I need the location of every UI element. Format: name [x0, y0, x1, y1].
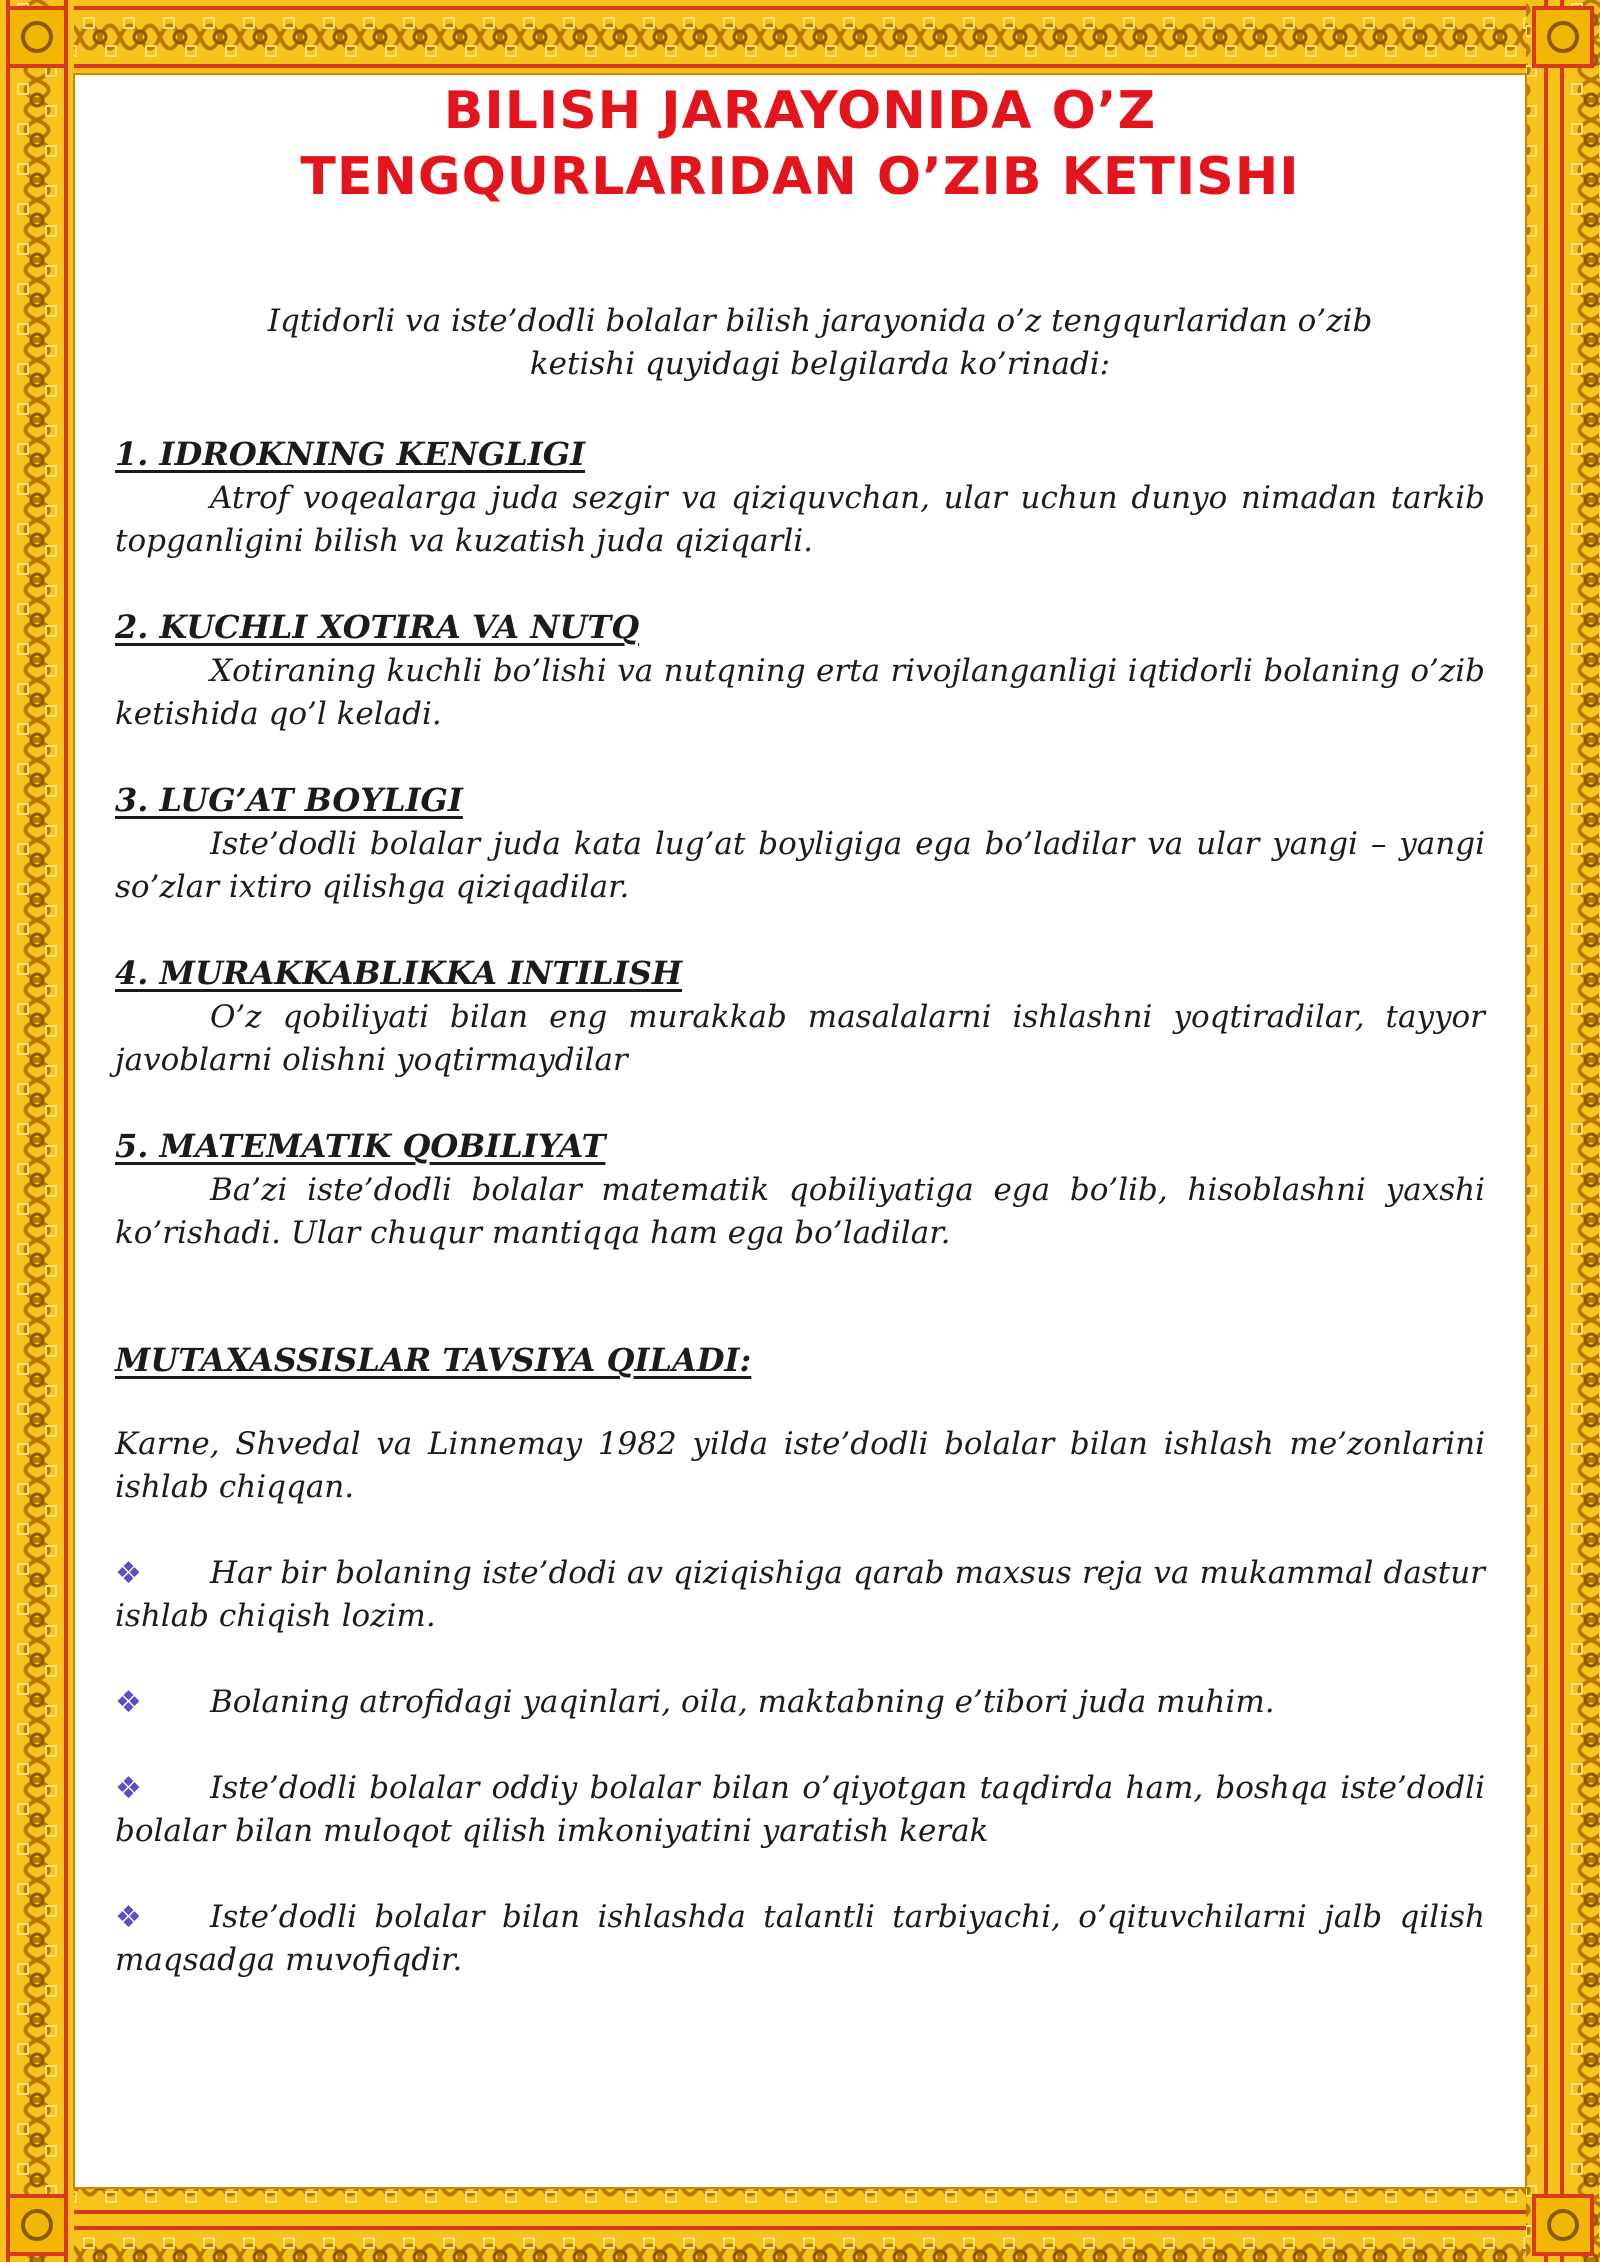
- recommendation-item: [115, 1681, 1485, 1724]
- diamond-bullet-icon: ❖: [115, 1685, 142, 1720]
- section-murakkablik: [115, 952, 1485, 1082]
- section-text: Iste’dodli bolalar juda kata lug’at boyligiga ega bo’ladilar va ular yangi – yangi so’zlar ixtiro qilishga qiziqadilar.: [115, 826, 1485, 905]
- main-content: [115, 300, 1485, 2025]
- section-text: O’z qobiliyati bilan eng murakkab masalalarni ishlashni yoqtiradilar, tayyor javoblarni olishni yoqtirmaydilar: [115, 999, 1485, 1078]
- page-title: [140, 78, 1460, 210]
- title-line-2: TENGQURLARIDAN O’ZIB KETISHI: [300, 147, 1300, 207]
- intro-paragraph: Iqtidorli va iste’dodli bolalar bilish jarayonida o’z tengqurlaridan o’zib ketishi quyidagi belgilarda ko’rinadi:: [267, 303, 1373, 382]
- section-text: Ba’zi iste’dodli bolalar matematik qobiliyatiga ega bo’lib, hisoblashni yaxshi ko’rishadi. Ular chuqur mantiqqa ham ega bo’ladilar.: [115, 1172, 1485, 1251]
- recommendation-text: Bolaning atrofidagi yaqinlari, oila, maktabning e’tibori juda muhim.: [210, 1684, 1275, 1720]
- recommendation-item: [115, 1552, 1485, 1638]
- section-matematik: [115, 1125, 1485, 1255]
- border-left: [0, 0, 74, 2262]
- diamond-bullet-icon: ❖: [115, 1556, 142, 1591]
- section-xotira: [115, 606, 1485, 736]
- recommendations-heading: MUTAXASSISLAR TAVSIYA QILADI:: [115, 1341, 752, 1379]
- section-lugat: [115, 779, 1485, 909]
- recommendation-text: Iste’dodli bolalar oddiy bolalar bilan o’qiyotgan taqdirda ham, boshqa iste’dodli bolalar bilan muloqot qilish imkoniyatini yaratish kerak: [115, 1770, 1485, 1849]
- border-top: [0, 0, 1600, 74]
- border-bottom: [0, 2188, 1600, 2262]
- section-heading: 4. MURAKKABLIKKA INTILISH: [115, 954, 683, 992]
- recommendation-text: Iste’dodli bolalar bilan ishlashda talantli tarbiyachi, o’qituvchilarni jalb qilish maqsadga muvofiqdir.: [115, 1899, 1485, 1978]
- title-line-1: BILISH JARAYONIDA O’Z: [443, 81, 1157, 141]
- section-idrok: [115, 433, 1485, 563]
- section-heading: 1. IDROKNING KENGLIGI: [115, 435, 586, 473]
- section-heading: 5. MATEMATIK QOBILIYAT: [115, 1127, 606, 1165]
- section-heading: 2. KUCHLI XOTIRA VA NUTQ: [115, 608, 640, 646]
- recommendations-heading-wrap: [115, 1339, 1485, 1383]
- recommendation-item: [115, 1767, 1485, 1853]
- diamond-bullet-icon: ❖: [115, 1900, 142, 1935]
- border-right: [1526, 0, 1600, 2262]
- section-text: Atrof voqealarga juda sezgir va qiziquvchan, ular uchun dunyo nimadan tarkib topganligini bilish va kuzatish juda qiziqarli.: [115, 480, 1485, 559]
- recommendations-intro: Karne, Shvedal va Linnemay 1982 yilda iste’dodli bolalar bilan ishlash me’zonlarini ishlab chiqqan.: [115, 1426, 1485, 1505]
- section-heading: 3. LUG’AT BOYLIGI: [115, 781, 463, 819]
- recommendation-text: Har bir bolaning iste’dodi av qiziqishiga qarab maxsus reja va mukammal dastur ishlab chiqish lozim.: [115, 1555, 1485, 1634]
- diamond-bullet-icon: ❖: [115, 1771, 142, 1806]
- section-text: Xotiraning kuchli bo’lishi va nutqning erta rivojlanganligi iqtidorli bolaning o’zib ketishida qo’l keladi.: [115, 653, 1485, 732]
- recommendation-item: [115, 1896, 1485, 1982]
